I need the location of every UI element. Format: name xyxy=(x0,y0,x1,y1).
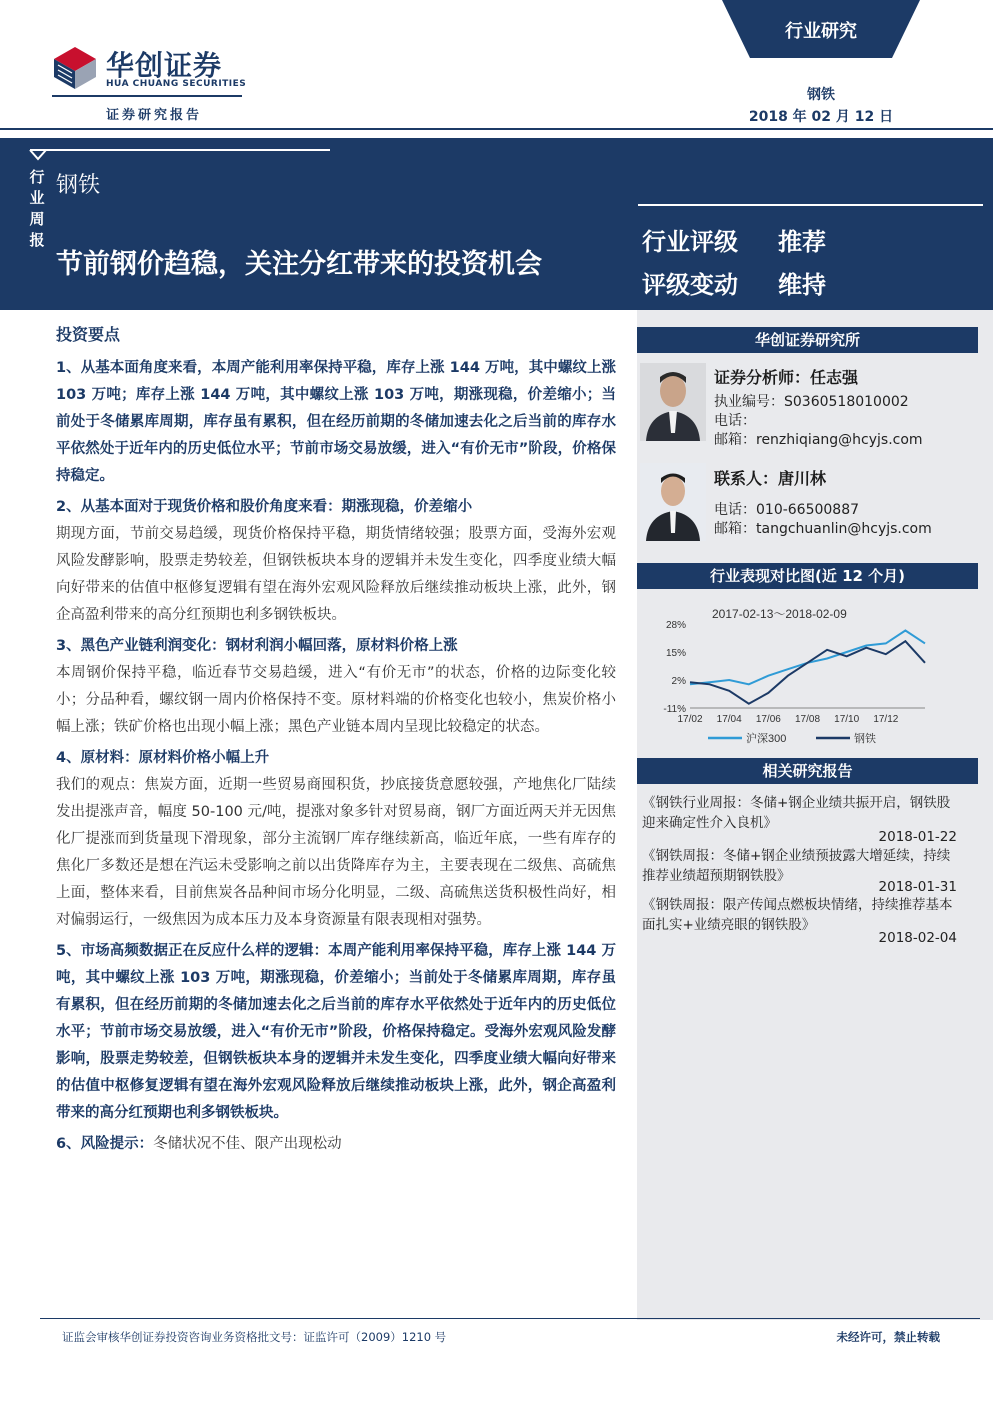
report-link-2[interactable]: 《钢铁周报：冬储+钢企业绩预披露大增延续，持续推荐业绩超预期钢铁股》 xyxy=(642,848,951,884)
weekly-label: 行业周报 xyxy=(29,168,45,249)
report-link-1[interactable]: 《钢铁行业周报：冬储+钢企业绩共振开启，钢铁股迎来确定性介入良机》 xyxy=(642,795,951,831)
report-type-label: 证券研究报告 xyxy=(106,108,203,123)
report-title: 节前钢价趋稳，关注分红带来的投资机会 xyxy=(56,249,542,280)
banner-industry: 钢铁 xyxy=(56,173,101,198)
x-tick-label: 17/06 xyxy=(755,714,781,725)
contact-email[interactable]: 邮箱：tangchuanlin@hcyjs.com xyxy=(714,521,932,537)
rating-label: 行业评级 xyxy=(642,228,738,256)
x-tick-label: 17/04 xyxy=(716,714,742,725)
analyst-phone: 电话： xyxy=(714,413,756,429)
x-tick-label: 17/08 xyxy=(794,714,821,725)
research-tag-label: 行业研究 xyxy=(785,21,857,42)
main-content xyxy=(56,322,616,1158)
point-4-body: 我们的观点：焦炭方面，近期一些贸易商囤积货，抄底接货意愿较强，产地焦化厂陆续发出提涨声音，幅度 50-100 元/吨，提涨对象多针对贸易商，钢厂方面近两天并无因焦化厂提涨而到货量现下滑现象，部分主流钢厂库存继续新高，临近年底，一些有库存的焦化厂多数还是想在汽运未受影响之前以出货降库存为主，主要表现在二级焦、高硫焦上面，整体来看，目前焦炭各品种间市场分化明显，二级、高硫焦送货积极性尚好，相对偏弱运行，一级焦因为成本压力及本身资源量有限表现相对强势。 xyxy=(56,777,616,928)
rating-change-value: 维持 xyxy=(778,271,826,299)
contact-phone: 电话：010-66500887 xyxy=(714,502,860,518)
y-tick-label: 28% xyxy=(665,620,686,631)
footer-license: 证监会审核华创证券投资咨询业务资格批文号：证监许可（2009）1210 号 xyxy=(62,1330,447,1344)
analyst-name: 证券分析师：任志强 xyxy=(714,368,859,387)
header-date: 2018 年 02 月 12 日 xyxy=(748,109,894,125)
point-6-body: 冬储状况不佳、限产出现松动 xyxy=(153,1136,342,1152)
section-heading: 投资要点 xyxy=(56,325,121,344)
banner-rule xyxy=(30,149,330,151)
point-6 xyxy=(56,1131,616,1158)
analyst-email[interactable]: 邮箱：renzhiqiang@hcyjs.com xyxy=(714,432,923,448)
series-line xyxy=(690,641,925,704)
report-date-1: 2018-01-22 xyxy=(878,829,957,845)
logo-name-cn: 华创证券 xyxy=(106,49,223,82)
rating-change-label: 评级变动 xyxy=(642,271,738,299)
point-3-heading: 3、黑色产业链利润变化：钢材利润小幅回落，原材料价格上涨 xyxy=(56,638,458,654)
contact-photo xyxy=(640,463,706,541)
contact-name: 联系人：唐川林 xyxy=(714,469,827,488)
performance-chart xyxy=(640,598,975,748)
point-2-heading: 2、从基本面对于现货价格和股价角度来看：期涨现稳，价差缩小 xyxy=(56,499,473,515)
institute-heading: 华创证券研究所 xyxy=(637,327,978,353)
y-tick-label: 2% xyxy=(671,676,686,687)
header-divider xyxy=(0,128,993,130)
analyst-license: 执业编号：S0360518010002 xyxy=(714,394,909,410)
report-link-3[interactable]: 《钢铁周报：限产传闻点燃板块情绪，持续推荐基本面扎实+业绩亮眼的钢铁股》 xyxy=(642,897,953,933)
x-tick-label: 17/12 xyxy=(873,714,899,725)
header-industry: 钢铁 xyxy=(807,87,835,103)
logo-icon xyxy=(52,45,98,91)
title-banner xyxy=(0,138,993,310)
logo-name-en: HUA CHUANG SECURITIES xyxy=(106,79,247,89)
avatar xyxy=(640,463,706,541)
series-line xyxy=(690,631,925,685)
y-tick-label: -11% xyxy=(663,704,686,715)
legend-label: 钢铁 xyxy=(854,733,876,745)
point-4-heading: 4、原材料：原材料价格小幅上升 xyxy=(56,750,270,766)
point-3-body: 本周钢价保持平稳，临近春节交易趋缓，进入“有价无市”的状态，价格的边际变化较小；分品种看，螺纹钢一周内价格保持不变。原材料端的价格变化也较小，焦炭价格小幅上涨；铁矿价格也出现小幅上涨；黑色产业链本周内呈现比较稳定的状态。 xyxy=(56,665,616,735)
footer-copyright: 未经许可，禁止转载 xyxy=(836,1330,940,1344)
reports-heading: 相关研究报告 xyxy=(637,758,978,784)
chart-heading: 行业表现对比图(近 12 个月) xyxy=(637,563,978,589)
footer-divider xyxy=(40,1318,980,1319)
point-6-lead: 6、风险提示： xyxy=(56,1136,154,1152)
avatar xyxy=(640,363,706,441)
point-1: 1、从基本面角度来看，本周产能利用率保持平稳，库存上涨 144 万吨，其中螺纹上涨 103 万吨；库存上涨 144 万吨，其中螺纹上涨 103 万吨，期涨现稳，价差缩小；当前处于冬储累库周期，库存虽有累积，但在经历前期的冬储加速去化之后当前的库存水平依然处于近年内的历史低位水平；节前市场交易放缓，进入“有价无市”阶段，价格保持稳定。 xyxy=(56,360,616,484)
analyst-photo xyxy=(640,363,706,441)
x-tick-label: 17/10 xyxy=(834,714,860,725)
y-tick-label: 15% xyxy=(665,648,686,659)
point-5: 5、市场高频数据正在反应什么样的逻辑：本周产能利用率保持平稳，库存上涨 144 万吨，其中螺纹上涨 103 万吨，期涨现稳，价差缩小；当前处于冬储累库周期，库存虽有累积，但在经历前期的冬储加速去化之后当前的库存水平依然处于近年内的历史低位水平；节前市场交易放缓，进入“有价无市”阶段，价格保持稳定。受海外宏观风险发酵影响，股票走势较差，但钢铁板块本身的逻辑并未发生变化，四季度业绩大幅向好带来的估值中枢修复逻辑有望在海外宏观风险释放后继续推动板块上涨，此外，钢企高盈利带来的高分红预期也利多钢铁板块。 xyxy=(56,943,616,1121)
x-tick-label: 17/02 xyxy=(677,714,703,725)
research-tag xyxy=(722,0,920,58)
rating-value: 推荐 xyxy=(778,228,826,256)
legend-label: 沪深300 xyxy=(746,733,787,745)
point-2-body: 期现方面，节前交易趋缓，现货价格保持平稳，期货情绪较强；股票方面，受海外宏观风险发酵影响，股票走势较差，但钢铁板块本身的逻辑并未发生变化，四季度业绩大幅向好带来的估值中枢修复逻辑有望在海外宏观风险释放后继续推动板块上涨，此外，钢企高盈利带来的高分红预期也利多钢铁板块。 xyxy=(56,526,616,623)
rating-rule xyxy=(638,204,983,206)
chart-title: 2017-02-13～2018-02-09 xyxy=(712,607,847,621)
report-date-2: 2018-01-31 xyxy=(878,879,957,895)
logo-divider xyxy=(52,95,242,97)
report-date-3: 2018-02-04 xyxy=(878,930,957,946)
